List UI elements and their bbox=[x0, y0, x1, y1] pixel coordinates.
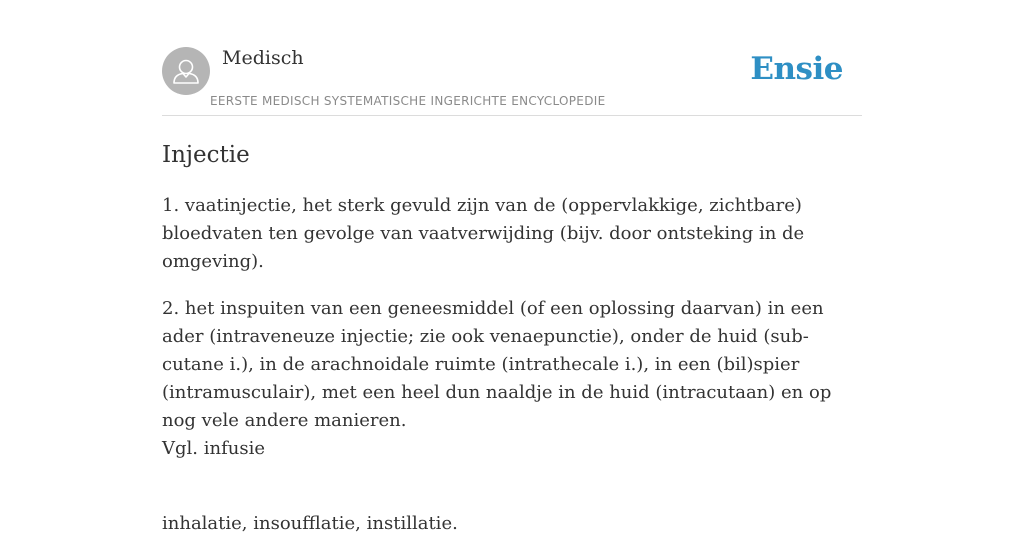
source-title[interactable]: Medisch bbox=[222, 47, 304, 69]
source-header bbox=[162, 0, 862, 116]
spacer bbox=[162, 482, 862, 510]
page bbox=[162, 0, 862, 534]
see-also-link-infusie[interactable]: infusie bbox=[203, 438, 265, 459]
related-terms: inhalatie, insoufflatie, instillatie. bbox=[162, 513, 458, 534]
definition-paragraph-1: 1. vaatinjectie, het sterk gevuld zijn van de (oppervlakkige, zichtbare) bloedvaten ten gevolge van vaatverwijding (bijv. door ontsteking in de omgeving). bbox=[162, 195, 805, 272]
see-also-prefix: Vgl. bbox=[162, 438, 204, 459]
ensie-logo[interactable]: Ensie bbox=[750, 51, 843, 87]
entry-body bbox=[162, 192, 862, 557]
source-avatar[interactable] bbox=[162, 47, 210, 95]
definition-paragraph-2-text: 2. het inspuiten van een geneesmiddel (of een oplossing daarvan) in een ader (intraveneuze injectie; zie ook venaepunctie), onder de huid (sub-cutane i.), in de arachnoidale ruimte (intrathecale i.), in een (bil)spier (intramusculair), met een heel dun naaldje in de huid (intracutaan) en op nog vele andere manieren. bbox=[162, 298, 832, 431]
source-subtitle: EERSTE MEDISCH SYSTEMATISCHE INGERICHTE ENCYCLOPEDIE bbox=[210, 94, 606, 108]
definition-paragraph-2 bbox=[162, 295, 862, 463]
user-silhouette-icon bbox=[162, 47, 210, 95]
entry-title: Injectie bbox=[162, 142, 250, 168]
